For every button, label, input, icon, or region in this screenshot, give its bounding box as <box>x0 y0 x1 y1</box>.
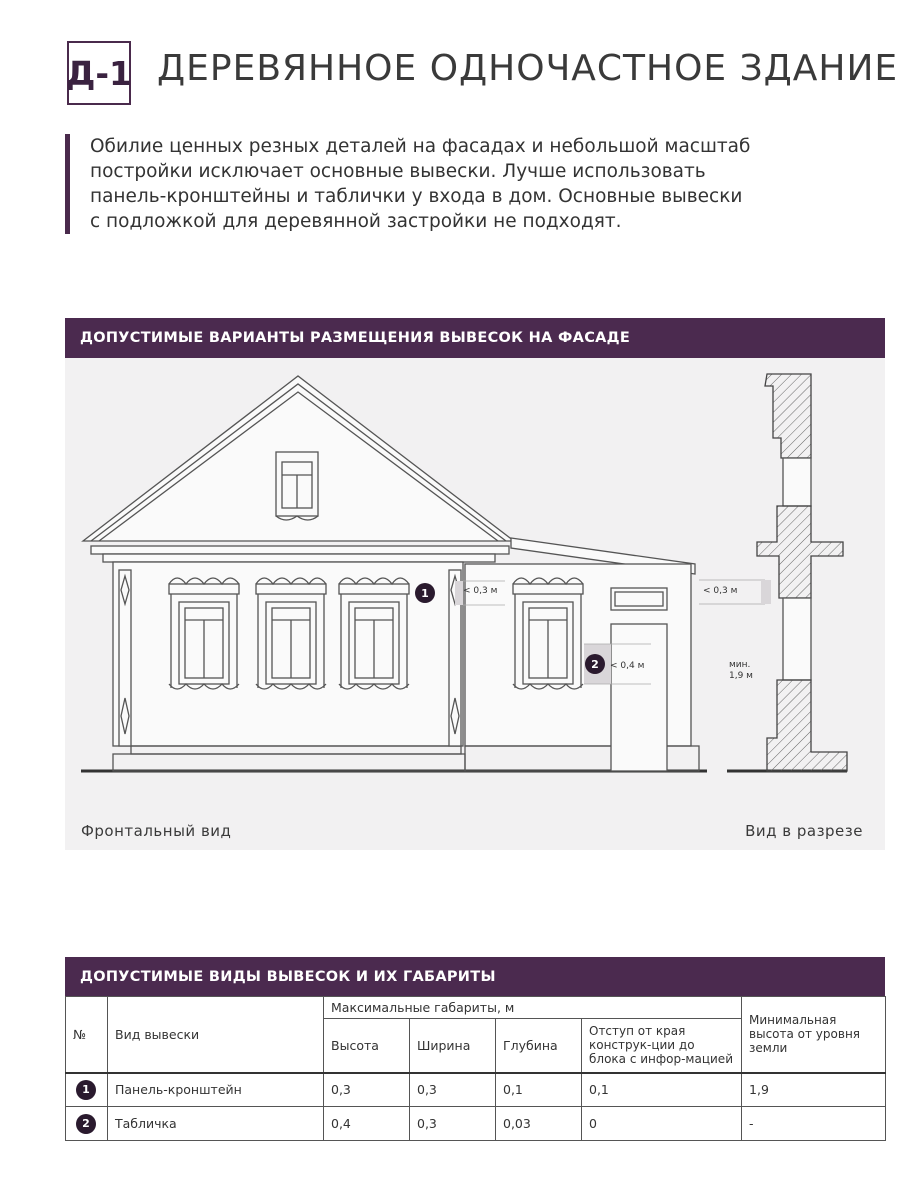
sign-specs-table <box>65 996 886 1141</box>
page-code-badge <box>67 41 131 105</box>
attic-window <box>276 452 318 520</box>
row-type-cell: Табличка <box>108 1107 324 1141</box>
facade-diagram <box>65 358 885 850</box>
page-code: Д-1 <box>65 53 133 93</box>
plaque-dimension: < 0,4 м <box>610 661 645 671</box>
wall-section <box>757 374 847 771</box>
row-depth-cell: 0,03 <box>496 1107 582 1141</box>
row-num-cell <box>66 1073 108 1107</box>
col-header-type: Вид вывески <box>108 997 324 1073</box>
row-min-height-cell: - <box>742 1107 886 1141</box>
table-row <box>66 1107 886 1141</box>
row-height-cell: 0,4 <box>324 1107 410 1141</box>
intro-line: Обилие ценных резных деталей на фасадах и небольшой масштаб <box>90 136 751 157</box>
row-width-cell: 0,3 <box>410 1073 496 1107</box>
intro-line: постройки исключает основные вывески. Лучше использовать <box>90 161 706 182</box>
annex <box>465 538 699 771</box>
row-min-height-cell: 1,9 <box>742 1073 886 1107</box>
table-row <box>66 1073 886 1107</box>
intro-text <box>65 134 790 234</box>
row-offset-cell: 0 <box>582 1107 742 1141</box>
intro-line: с подложкой для деревянной застройки не подходят. <box>90 211 622 232</box>
col-header-height: Высота <box>324 1019 410 1073</box>
sign-zone-panel-bracket <box>455 581 463 605</box>
row-num-cell <box>66 1107 108 1141</box>
sign-type-2-badge: 2 <box>585 654 605 674</box>
col-header-offset: Отступ от края конструк-ции до блока с инфор-мацией <box>582 1019 742 1073</box>
col-header-depth: Глубина <box>496 1019 582 1073</box>
row-type-cell: Панель-кронштейн <box>108 1073 324 1107</box>
row-height-cell: 0,3 <box>324 1073 410 1107</box>
panel-bracket-dimension: < 0,3 м <box>463 586 498 596</box>
section-dimension: < 0,3 м <box>703 586 738 596</box>
entry-door <box>611 624 667 771</box>
front-view-caption: Фронтальный вид <box>81 822 232 840</box>
table-heading: ДОПУСТИМЫЕ ВИДЫ ВЫВЕСОК И ИХ ГАБАРИТЫ <box>65 957 885 997</box>
sign-type-1-badge: 1 <box>415 583 435 603</box>
col-header-max-dims: Максимальные габариты, м <box>324 997 742 1019</box>
sign-zone-section <box>761 580 771 604</box>
row-num-badge: 2 <box>76 1114 96 1134</box>
min-height-label: мин. <box>729 660 751 670</box>
facade-drawing <box>65 358 885 850</box>
corner-pilaster-left <box>119 570 131 746</box>
row-offset-cell: 0,1 <box>582 1073 742 1107</box>
row-depth-cell: 0,1 <box>496 1073 582 1107</box>
col-header-num: № <box>66 997 108 1073</box>
min-height-value: 1,9 м <box>729 671 753 681</box>
section-view-caption: Вид в разрезе <box>745 822 863 840</box>
col-header-width: Ширина <box>410 1019 496 1073</box>
intro-line: панель-кронштейны и таблички у входа в дом. Основные вывески <box>90 186 743 207</box>
col-header-min-height: Минимальная высота от уровня земли <box>742 997 886 1073</box>
row-width-cell: 0,3 <box>410 1107 496 1141</box>
placement-heading: ДОПУСТИМЫЕ ВАРИАНТЫ РАЗМЕЩЕНИЯ ВЫВЕСОК НА ФАСАДЕ <box>65 318 885 358</box>
row-num-badge: 1 <box>76 1080 96 1100</box>
page-title: ДЕРЕВЯННОЕ ОДНОЧАСТНОЕ ЗДАНИЕ <box>157 48 899 89</box>
